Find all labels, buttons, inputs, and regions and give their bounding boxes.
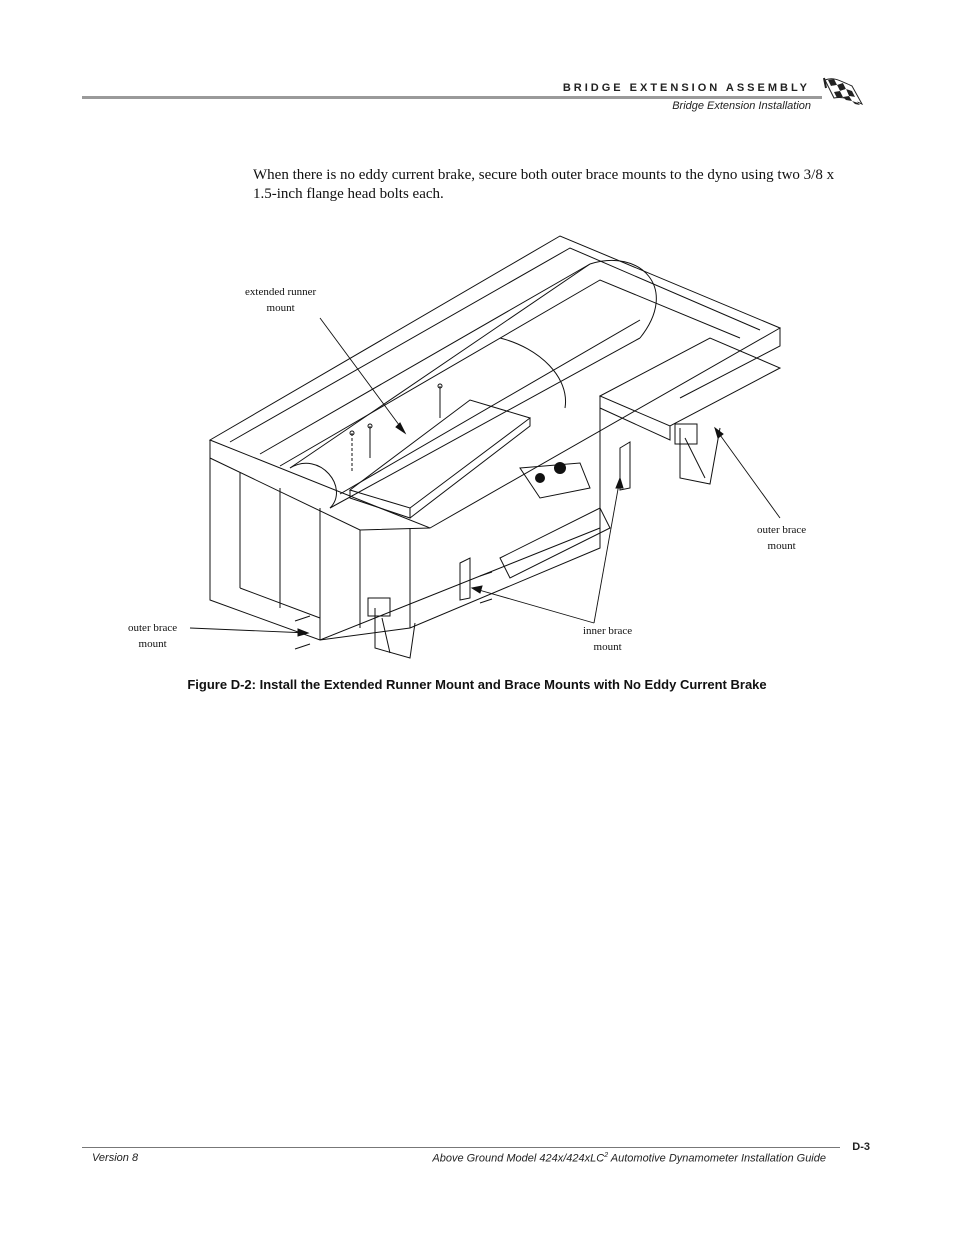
label-extended-runner-line1: extended runner [245,286,317,298]
dyno-assembly-drawing [120,228,840,668]
label-extended-runner-line2: mount [266,302,295,314]
label-outer-brace-right-line2: mount [767,540,796,552]
label-outer-brace-mount-right [757,522,806,554]
label-extended-runner-mount [245,284,316,316]
label-inner-brace-line2: mount [593,641,622,653]
guide-title-sup: 2 [604,1152,609,1159]
guide-title-pre: Above Ground Model 424x/424xLC [432,1152,605,1165]
instruction-paragraph: When there is no eddy current brake, secure both outer brace mounts to the dyno using two 3/8 x 1.5-inch flange head bolts each. [253,167,835,202]
label-inner-brace-line1: inner brace [583,625,633,637]
label-outer-brace-mount-left [128,620,177,652]
guide-title-post: Automotive Dynamometer Installation Guide [608,1152,826,1165]
figure-caption: Figure D-2: Install the Extended Runner Mount and Brace Mounts with No Eddy Current Brake [187,677,767,692]
subsection-title: Bridge Extension Installation [672,100,811,112]
version-label: Version 8 [92,1152,139,1164]
guide-title [432,1152,826,1165]
label-outer-brace-left-line2: mount [138,638,167,650]
label-outer-brace-left-line1: outer brace [128,622,178,634]
label-outer-brace-right-line1: outer brace [757,524,807,536]
checkered-flag-icon [822,74,866,114]
section-title: BRIDGE EXTENSION ASSEMBLY [562,82,810,94]
label-inner-brace-mount [583,623,632,655]
page-number: D-3 [852,1141,870,1153]
footer-rule [82,1147,840,1148]
header-rule [82,96,822,99]
